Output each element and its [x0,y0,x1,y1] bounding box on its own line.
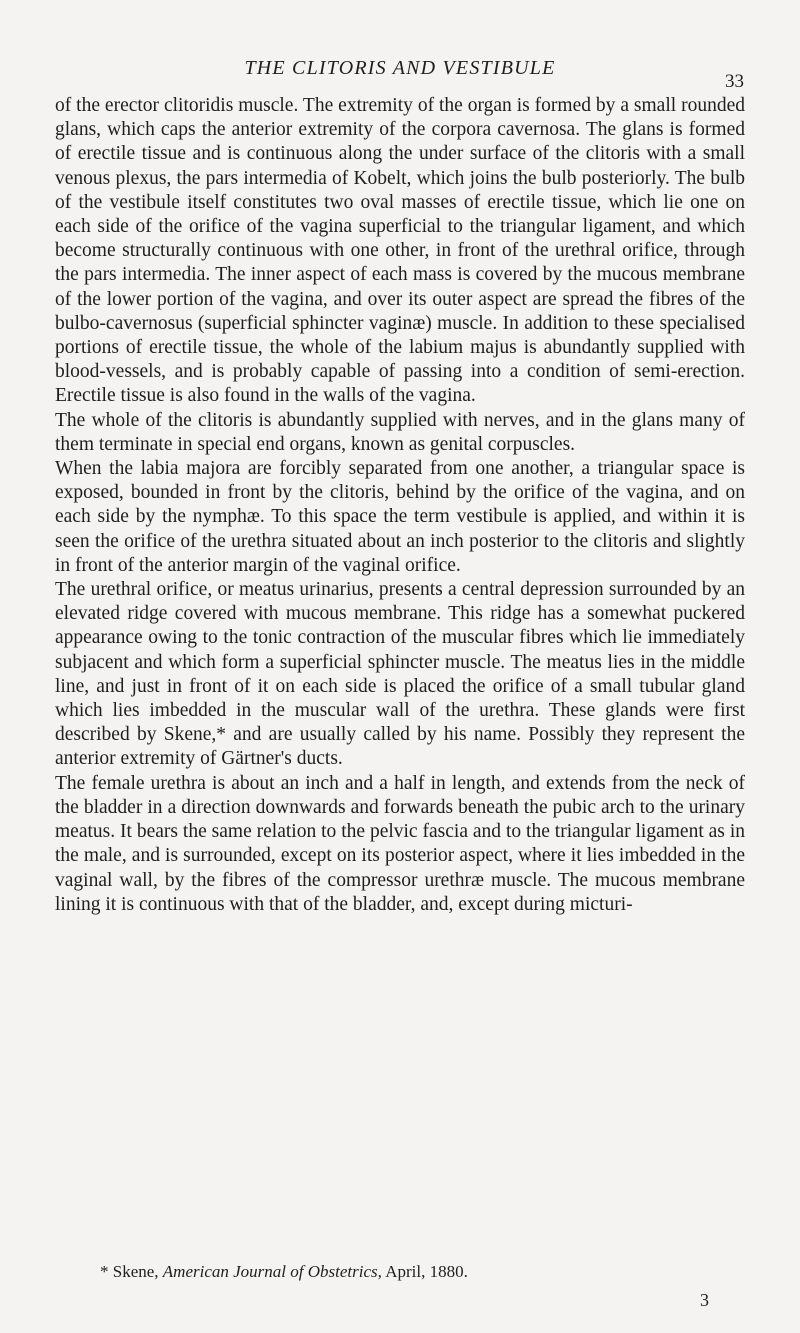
paragraph: The urethral orifice, or meatus urinarius, presents a central depression surrounded by an elevated ridge covered with mucous membrane. This ridge has a somewhat puckered appearance owing to the tonic contraction of the muscular fibres which lie immediately subjacent and which form a superficial sphincter muscle. The meatus lies in the middle line, and just in front of it on each side is placed the orifice of a small tubular gland which lies imbedded in the muscular wall of the urethra. These glands were first described by Skene,* and are usually called by his name. Possibly they represent the anterior extremity of Gärtner's ducts. [55,579,745,770]
paragraph: The whole of the clitoris is abundantly supplied with nerves, and in the glans many of them terminate in special end organs, known as genital corpuscles. [55,409,745,455]
footnote [100,1262,745,1282]
running-title: THE CLITORIS AND VESTIBULE [244,57,556,79]
signature-mark: 3 [700,1290,709,1310]
footnote-journal: American Journal of Obstetrics [162,1262,378,1281]
footnote-date: , April, 1880. [377,1262,468,1281]
body-text [55,94,745,917]
paragraph: The female urethra is about an inch and a half in length, and extends from the neck of the bladder in a direction downwards and forwards beneath the pubic arch to the urinary meatus. It bears the same relation to the pelvic fascia and to the triangular ligament as in the male, and is surrounded, except on its posterior aspect, where it lies imbedded in the vaginal wall, by the fibres of the compressor urethræ muscle. The mucous membrane lining it is continuous with that of the bladder, and, except during micturi- [55,772,745,915]
footnote-author: * Skene, [100,1262,163,1281]
page-number: 33 [725,71,744,92]
paragraph: When the labia majora are forcibly separated from one another, a triangular space is exposed, bounded in front by the clitoris, behind by the orifice of the vagina, and on each side by the nymphæ. To this space the term vestibule is applied, and within it is seen the orifice of the urethra situated about an inch posterior to the clitoris and slightly in front of the anterior margin of the vaginal orifice. [55,458,745,576]
paragraph: of the erector clitoridis muscle. The extremity of the organ is formed by a small rounded glans, which caps the anterior extremity of the corpora cavernosa. The glans is formed of erectile tissue and is continuous along the under surface of the clitoris with a small venous plexus, the pars intermedia of Kobelt, which joins the bulb posteriorly. The bulb of the vestibule itself constitutes two oval masses of erectile tissue, which lie one on each side of the orifice of the vagina superficial to the triangular ligament, and which become structurally continuous with one other, in front of the urethral orifice, through the pars intermedia. The inner aspect of each mass is covered by the mucous membrane of the lower portion of the vagina, and over its outer aspect are spread the fibres of the bulbo-cavernosus (superficial sphincter vaginæ) muscle. In addition to these specialised portions of erectile tissue, the whole of the labium majus is abundantly supplied with blood-vessels, and is probably capable of passing into a condition of semi-erection. Erectile tissue is also found in the walls of the vagina. [55,95,745,407]
